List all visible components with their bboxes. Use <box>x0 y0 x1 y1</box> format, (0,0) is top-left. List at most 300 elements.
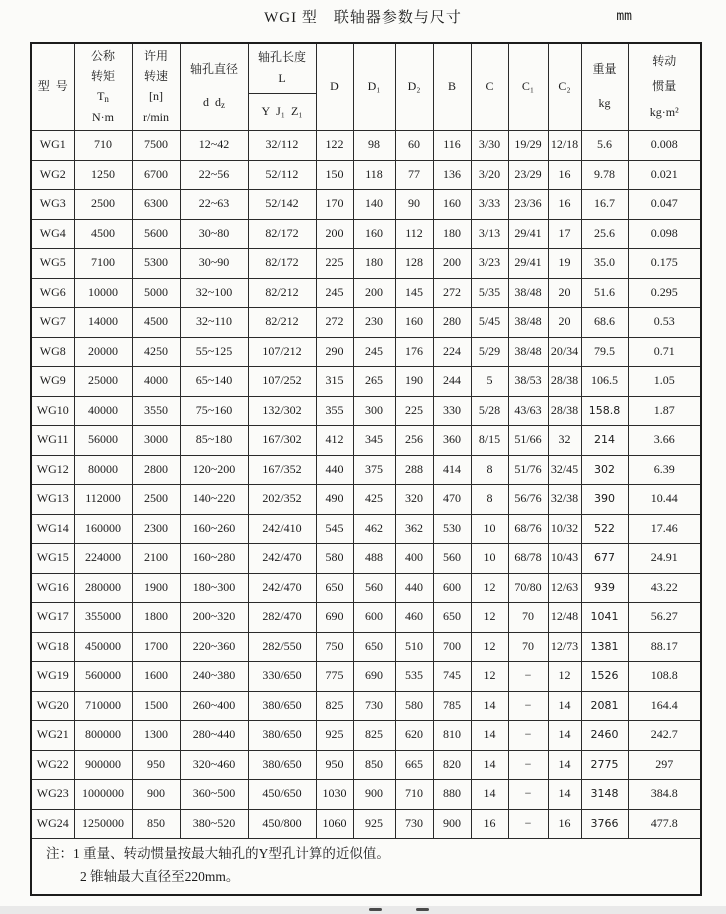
cell-D: 825 <box>316 691 353 721</box>
cell-bore-diameter: 55~125 <box>180 337 248 367</box>
header-unit: kg·m² <box>649 104 679 119</box>
cell-bore-diameter: 85~180 <box>180 426 248 456</box>
cell-B: 820 <box>433 750 471 780</box>
cell-D2: 190 <box>395 367 433 397</box>
cell-model: WG17 <box>31 603 74 633</box>
cell-nominal-torque: 25000 <box>74 367 132 397</box>
table-row <box>31 160 701 190</box>
page-edge-band <box>0 906 726 914</box>
cell-C1: − <box>508 750 548 780</box>
cell-C2: 19 <box>548 249 581 279</box>
header-text: 轴孔直径 <box>189 61 238 76</box>
page-edge-artifact <box>416 908 429 911</box>
cell-C1: − <box>508 691 548 721</box>
cell-B: 116 <box>433 131 471 161</box>
cell-inertia: 0.175 <box>628 249 701 279</box>
note-line-1 <box>46 842 692 866</box>
cell-C1: 23/29 <box>508 160 548 190</box>
cell-allowable-speed: 4250 <box>132 337 180 367</box>
cell-inertia: 0.71 <box>628 337 701 367</box>
unit-label: mm <box>616 9 632 24</box>
cell-B: 244 <box>433 367 471 397</box>
cell-bore-length: 242/410 <box>248 514 316 544</box>
cell-bore-diameter: 380~520 <box>180 809 248 839</box>
cell-B: 280 <box>433 308 471 338</box>
cell-weight: 25.6 <box>581 219 628 249</box>
cell-C2: 20 <box>548 308 581 338</box>
note-text: 1 重量、转动惯量按最大轴孔的Y型孔计算的近似值。 <box>73 845 390 861</box>
cell-D: 122 <box>316 131 353 161</box>
cell-bore-length: 107/252 <box>248 367 316 397</box>
cell-C1: 23/36 <box>508 190 548 220</box>
cell-B: 136 <box>433 160 471 190</box>
cell-D2: 225 <box>395 396 433 426</box>
cell-bore-diameter: 280~440 <box>180 721 248 751</box>
cell-D2: 620 <box>395 721 433 751</box>
cell-D2: 90 <box>395 190 433 220</box>
cell-C1: 38/48 <box>508 278 548 308</box>
cell-weight: 1381 <box>581 632 628 662</box>
cell-D: 315 <box>316 367 353 397</box>
cell-C2: 12 <box>548 662 581 692</box>
cell-C1: − <box>508 721 548 751</box>
cell-C1: 56/76 <box>508 485 548 515</box>
cell-allowable-speed: 2500 <box>132 485 180 515</box>
cell-nominal-torque: 1250 <box>74 160 132 190</box>
cell-D: 690 <box>316 603 353 633</box>
cell-weight: 939 <box>581 573 628 603</box>
cell-bore-length: 82/172 <box>248 249 316 279</box>
cell-C2: 14 <box>548 750 581 780</box>
column-header-C1: C₁ <box>508 43 548 131</box>
cell-inertia: 384.8 <box>628 780 701 810</box>
column-header-bore-length <box>248 43 316 93</box>
column-header-allowable-speed <box>132 43 180 131</box>
cell-weight: 3148 <box>581 780 628 810</box>
cell-allowable-speed: 1500 <box>132 691 180 721</box>
cell-C2: 12/18 <box>548 131 581 161</box>
column-header-nominal-torque <box>74 43 132 131</box>
cell-bore-diameter: 260~400 <box>180 691 248 721</box>
cell-model: WG20 <box>31 691 74 721</box>
cell-bore-length: 380/650 <box>248 721 316 751</box>
cell-D1: 230 <box>353 308 395 338</box>
table-row <box>31 190 701 220</box>
cell-bore-diameter: 22~56 <box>180 160 248 190</box>
cell-bore-length: 282/470 <box>248 603 316 633</box>
cell-C1: 68/76 <box>508 514 548 544</box>
cell-bore-length: 450/650 <box>248 780 316 810</box>
column-header-D1: D₁ <box>353 43 395 131</box>
cell-nominal-torque: 10000 <box>74 278 132 308</box>
cell-D: 925 <box>316 721 353 751</box>
table-row <box>31 396 701 426</box>
cell-inertia: 24.91 <box>628 544 701 574</box>
cell-C2: 28/38 <box>548 367 581 397</box>
cell-inertia: 17.46 <box>628 514 701 544</box>
cell-bore-diameter: 240~380 <box>180 662 248 692</box>
cell-model: WG6 <box>31 278 74 308</box>
cell-model: WG13 <box>31 485 74 515</box>
cell-allowable-speed: 6700 <box>132 160 180 190</box>
cell-weight: 9.78 <box>581 160 628 190</box>
cell-inertia: 108.8 <box>628 662 701 692</box>
cell-D2: 510 <box>395 632 433 662</box>
cell-C: 12 <box>471 662 508 692</box>
cell-model: WG2 <box>31 160 74 190</box>
cell-C1: 29/41 <box>508 249 548 279</box>
cell-inertia: 297 <box>628 750 701 780</box>
table-header <box>31 43 701 131</box>
cell-D1: 265 <box>353 367 395 397</box>
cell-bore-length: 52/142 <box>248 190 316 220</box>
cell-D: 200 <box>316 219 353 249</box>
cell-allowable-speed: 1700 <box>132 632 180 662</box>
cell-bore-length: 380/650 <box>248 691 316 721</box>
header-unit: N·m <box>92 109 114 124</box>
cell-D1: 300 <box>353 396 395 426</box>
cell-nominal-torque: 710 <box>74 131 132 161</box>
cell-D1: 180 <box>353 249 395 279</box>
cell-C2: 20 <box>548 278 581 308</box>
cell-nominal-torque: 280000 <box>74 573 132 603</box>
coupling-parameters-table <box>30 42 702 896</box>
table-row <box>31 632 701 662</box>
cell-model: WG10 <box>31 396 74 426</box>
cell-B: 160 <box>433 190 471 220</box>
table-row <box>31 367 701 397</box>
cell-D1: 375 <box>353 455 395 485</box>
cell-D2: 145 <box>395 278 433 308</box>
cell-B: 200 <box>433 249 471 279</box>
header-symbol: L <box>278 71 286 86</box>
cell-bore-diameter: 320~460 <box>180 750 248 780</box>
cell-C1: 51/66 <box>508 426 548 456</box>
column-header-D2: D₂ <box>395 43 433 131</box>
cell-D: 650 <box>316 573 353 603</box>
column-header-B: B <box>433 43 471 131</box>
cell-C: 5/45 <box>471 308 508 338</box>
cell-C1: 38/48 <box>508 308 548 338</box>
cell-D: 225 <box>316 249 353 279</box>
cell-D1: 850 <box>353 750 395 780</box>
table-row <box>31 514 701 544</box>
cell-bore-diameter: 180~300 <box>180 573 248 603</box>
cell-allowable-speed: 850 <box>132 809 180 839</box>
cell-B: 224 <box>433 337 471 367</box>
table-row <box>31 131 701 161</box>
cell-nominal-torque: 1000000 <box>74 780 132 810</box>
cell-D: 355 <box>316 396 353 426</box>
table-row <box>31 278 701 308</box>
cell-nominal-torque: 160000 <box>74 514 132 544</box>
cell-B: 785 <box>433 691 471 721</box>
cell-C2: 14 <box>548 780 581 810</box>
cell-weight: 1041 <box>581 603 628 633</box>
cell-D: 245 <box>316 278 353 308</box>
cell-weight: 16.7 <box>581 190 628 220</box>
cell-C1: 38/53 <box>508 367 548 397</box>
cell-bore-diameter: 200~320 <box>180 603 248 633</box>
cell-model: WG16 <box>31 573 74 603</box>
table-row <box>31 219 701 249</box>
cell-weight: 68.6 <box>581 308 628 338</box>
page-edge-artifact <box>369 908 382 911</box>
cell-allowable-speed: 3000 <box>132 426 180 456</box>
cell-inertia: 6.39 <box>628 455 701 485</box>
cell-nominal-torque: 40000 <box>74 396 132 426</box>
cell-model: WG24 <box>31 809 74 839</box>
cell-weight: 158.8 <box>581 396 628 426</box>
cell-C2: 10/32 <box>548 514 581 544</box>
cell-bore-length: 330/650 <box>248 662 316 692</box>
table-row <box>31 455 701 485</box>
cell-allowable-speed: 1900 <box>132 573 180 603</box>
cell-model: WG7 <box>31 308 74 338</box>
cell-model: WG12 <box>31 455 74 485</box>
cell-bore-length: 450/800 <box>248 809 316 839</box>
column-subheader-bore-length-yjz: Y J₁ Z₁ <box>248 93 316 130</box>
cell-D: 580 <box>316 544 353 574</box>
cell-C: 16 <box>471 809 508 839</box>
cell-allowable-speed: 4500 <box>132 308 180 338</box>
cell-C1: − <box>508 780 548 810</box>
cell-C: 5/29 <box>471 337 508 367</box>
cell-D2: 60 <box>395 131 433 161</box>
cell-model: WG3 <box>31 190 74 220</box>
column-header-bore-diameter <box>180 43 248 131</box>
header-symbol: $T_n$ <box>97 88 109 104</box>
cell-model: WG8 <box>31 337 74 367</box>
cell-inertia: 477.8 <box>628 809 701 839</box>
cell-C1: − <box>508 809 548 839</box>
cell-D1: 560 <box>353 573 395 603</box>
cell-nominal-torque: 14000 <box>74 308 132 338</box>
cell-nominal-torque: 4500 <box>74 219 132 249</box>
cell-C1: 68/78 <box>508 544 548 574</box>
cell-C2: 16 <box>548 190 581 220</box>
cell-bore-diameter: 120~200 <box>180 455 248 485</box>
cell-C: 5 <box>471 367 508 397</box>
cell-model: WG14 <box>31 514 74 544</box>
cell-nominal-torque: 450000 <box>74 632 132 662</box>
cell-bore-length: 242/470 <box>248 573 316 603</box>
cell-allowable-speed: 3550 <box>132 396 180 426</box>
cell-bore-length: 167/302 <box>248 426 316 456</box>
cell-inertia: 88.17 <box>628 632 701 662</box>
table-row <box>31 809 701 839</box>
cell-model: WG19 <box>31 662 74 692</box>
cell-C: 3/20 <box>471 160 508 190</box>
cell-allowable-speed: 5300 <box>132 249 180 279</box>
cell-D2: 440 <box>395 573 433 603</box>
cell-D2: 730 <box>395 809 433 839</box>
cell-weight: 302 <box>581 455 628 485</box>
column-header-D: D <box>316 43 353 131</box>
cell-weight: 214 <box>581 426 628 456</box>
cell-allowable-speed: 1300 <box>132 721 180 751</box>
cell-C: 3/33 <box>471 190 508 220</box>
cell-bore-length: 167/352 <box>248 455 316 485</box>
cell-D2: 288 <box>395 455 433 485</box>
column-header-model <box>31 43 74 131</box>
cell-allowable-speed: 6300 <box>132 190 180 220</box>
cell-bore-length: 132/302 <box>248 396 316 426</box>
cell-C1: 70/80 <box>508 573 548 603</box>
header-symbol: [n] <box>149 89 163 104</box>
cell-C1: 19/29 <box>508 131 548 161</box>
cell-inertia: 3.66 <box>628 426 701 456</box>
cell-allowable-speed: 5000 <box>132 278 180 308</box>
cell-bore-diameter: 30~80 <box>180 219 248 249</box>
cell-C2: 17 <box>548 219 581 249</box>
cell-C: 10 <box>471 544 508 574</box>
cell-nominal-torque: 80000 <box>74 455 132 485</box>
cell-C1: 38/48 <box>508 337 548 367</box>
cell-B: 560 <box>433 544 471 574</box>
cell-D2: 710 <box>395 780 433 810</box>
cell-C2: 32/45 <box>548 455 581 485</box>
cell-D1: 925 <box>353 809 395 839</box>
cell-C: 12 <box>471 603 508 633</box>
cell-D1: 140 <box>353 190 395 220</box>
cell-D1: 98 <box>353 131 395 161</box>
header-text: 重量 <box>592 62 617 77</box>
cell-D2: 400 <box>395 544 433 574</box>
cell-nominal-torque: 1250000 <box>74 809 132 839</box>
table-row <box>31 485 701 515</box>
cell-inertia: 0.008 <box>628 131 701 161</box>
cell-allowable-speed: 4000 <box>132 367 180 397</box>
cell-D2: 535 <box>395 662 433 692</box>
cell-bore-diameter: 140~220 <box>180 485 248 515</box>
cell-bore-diameter: 12~42 <box>180 131 248 161</box>
cell-B: 530 <box>433 514 471 544</box>
cell-C2: 16 <box>548 160 581 190</box>
cell-C: 14 <box>471 780 508 810</box>
cell-weight: 677 <box>581 544 628 574</box>
cell-C: 12 <box>471 573 508 603</box>
cell-bore-diameter: 30~90 <box>180 249 248 279</box>
cell-model: WG23 <box>31 780 74 810</box>
column-header-C: C <box>471 43 508 131</box>
cell-inertia: 43.22 <box>628 573 701 603</box>
cell-inertia: 164.4 <box>628 691 701 721</box>
cell-nominal-torque: 2500 <box>74 190 132 220</box>
cell-allowable-speed: 2300 <box>132 514 180 544</box>
cell-D1: 900 <box>353 780 395 810</box>
cell-bore-length: 242/470 <box>248 544 316 574</box>
table-row <box>31 249 701 279</box>
cell-inertia: 0.047 <box>628 190 701 220</box>
column-header-model-label: 型 号 <box>37 79 68 94</box>
cell-bore-length: 202/352 <box>248 485 316 515</box>
cell-D1: 462 <box>353 514 395 544</box>
column-header-C2: C₂ <box>548 43 581 131</box>
cell-D: 950 <box>316 750 353 780</box>
cell-C2: 14 <box>548 721 581 751</box>
cell-model: WG11 <box>31 426 74 456</box>
cell-C: 5/28 <box>471 396 508 426</box>
cell-D1: 825 <box>353 721 395 751</box>
cell-C2: 12/48 <box>548 603 581 633</box>
cell-C2: 10/43 <box>548 544 581 574</box>
cell-allowable-speed: 7500 <box>132 131 180 161</box>
cell-D2: 320 <box>395 485 433 515</box>
cell-allowable-speed: 1800 <box>132 603 180 633</box>
cell-D2: 460 <box>395 603 433 633</box>
cell-D1: 425 <box>353 485 395 515</box>
cell-C2: 20/34 <box>548 337 581 367</box>
cell-nominal-torque: 560000 <box>74 662 132 692</box>
cell-model: WG5 <box>31 249 74 279</box>
table-row <box>31 750 701 780</box>
cell-C: 8 <box>471 485 508 515</box>
cell-inertia: 0.021 <box>628 160 701 190</box>
cell-nominal-torque: 710000 <box>74 691 132 721</box>
cell-bore-diameter: 160~260 <box>180 514 248 544</box>
cell-C: 14 <box>471 750 508 780</box>
table-body <box>31 131 701 839</box>
cell-D1: 488 <box>353 544 395 574</box>
cell-D: 290 <box>316 337 353 367</box>
cell-D1: 650 <box>353 632 395 662</box>
cell-C1: 51/76 <box>508 455 548 485</box>
cell-inertia: 242.7 <box>628 721 701 751</box>
cell-D2: 176 <box>395 337 433 367</box>
cell-inertia: 0.295 <box>628 278 701 308</box>
table-row <box>31 603 701 633</box>
cell-bore-length: 52/112 <box>248 160 316 190</box>
cell-D2: 580 <box>395 691 433 721</box>
cell-bore-diameter: 65~140 <box>180 367 248 397</box>
cell-D2: 128 <box>395 249 433 279</box>
cell-B: 180 <box>433 219 471 249</box>
cell-C2: 16 <box>548 809 581 839</box>
cell-nominal-torque: 112000 <box>74 485 132 515</box>
cell-D2: 112 <box>395 219 433 249</box>
cell-allowable-speed: 2100 <box>132 544 180 574</box>
cell-weight: 79.5 <box>581 337 628 367</box>
cell-D1: 160 <box>353 219 395 249</box>
cell-C2: 32 <box>548 426 581 456</box>
cell-C2: 12/73 <box>548 632 581 662</box>
cell-nominal-torque: 900000 <box>74 750 132 780</box>
title-row <box>0 6 726 30</box>
cell-bore-length: 32/112 <box>248 131 316 161</box>
cell-bore-diameter: 220~360 <box>180 632 248 662</box>
cell-allowable-speed: 1600 <box>132 662 180 692</box>
cell-D1: 600 <box>353 603 395 633</box>
cell-weight: 106.5 <box>581 367 628 397</box>
cell-weight: 3766 <box>581 809 628 839</box>
header-text: 许用 <box>143 48 168 63</box>
cell-weight: 51.6 <box>581 278 628 308</box>
cell-D: 412 <box>316 426 353 456</box>
cell-D1: 245 <box>353 337 395 367</box>
cell-C: 10 <box>471 514 508 544</box>
note-label: 注： <box>46 845 73 861</box>
cell-weight: 522 <box>581 514 628 544</box>
cell-C1: 29/41 <box>508 219 548 249</box>
cell-B: 600 <box>433 573 471 603</box>
cell-C: 8 <box>471 455 508 485</box>
cell-C: 3/23 <box>471 249 508 279</box>
cell-D1: 118 <box>353 160 395 190</box>
header-text: 公称 <box>90 48 115 63</box>
cell-C: 8/15 <box>471 426 508 456</box>
cell-model: WG18 <box>31 632 74 662</box>
